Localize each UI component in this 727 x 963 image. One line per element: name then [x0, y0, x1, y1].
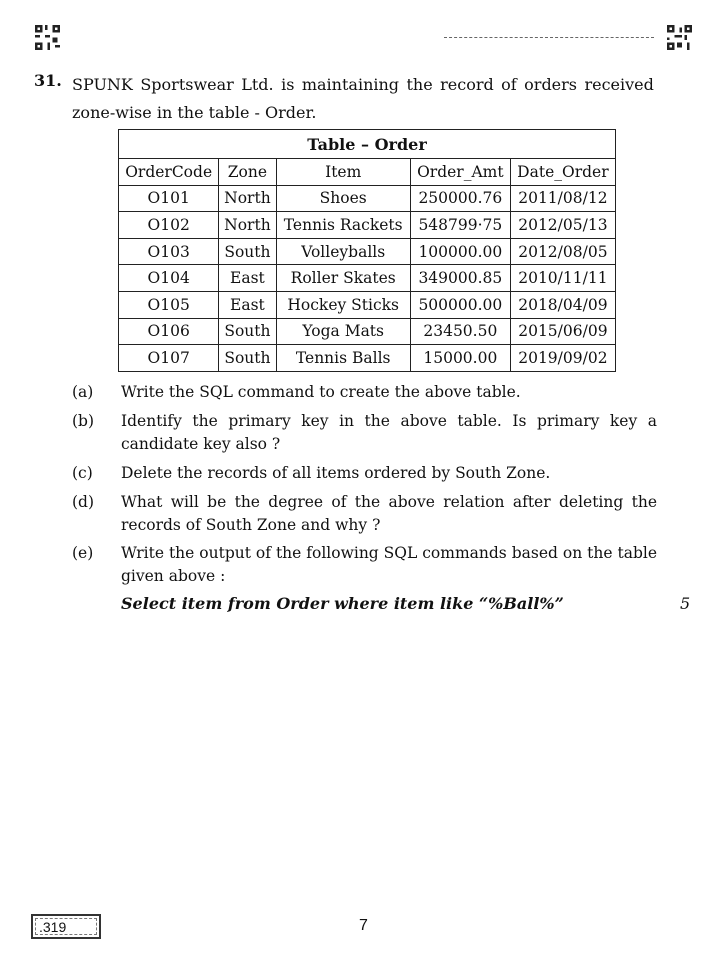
table-cell: 2011/08/12 [510, 185, 615, 212]
table-cell: South [219, 345, 276, 372]
intro-word: of [501, 75, 517, 94]
intro-word: Ltd. [241, 75, 274, 94]
subpart-label: (b) [72, 412, 95, 430]
table-row [119, 265, 616, 292]
table-cell: O105 [119, 291, 219, 318]
table-cell: 23450.50 [410, 318, 510, 345]
paper-code: .319 [39, 918, 67, 935]
table-cell: O106 [119, 318, 219, 345]
table-cell: 250000.76 [410, 185, 510, 212]
subpart-text: Write the output of the following SQL commands based on the table given above : [121, 544, 657, 585]
column-header: Order_Amt [410, 159, 510, 186]
table-cell: North [219, 212, 276, 239]
subpart-label: (c) [72, 464, 93, 482]
table-cell: O102 [119, 212, 219, 239]
intro-word: record [440, 75, 494, 94]
column-header: Date_Order [510, 159, 615, 186]
question-number: 31. [34, 71, 62, 90]
question-intro-line1 [72, 71, 654, 99]
table-cell: Volleyballs [276, 238, 410, 265]
intro-word: maintaining [301, 75, 400, 94]
table-cell: Shoes [276, 185, 410, 212]
subpart-text: Identify the primary key in the above table. Is primary key a candidate key also ? [121, 412, 657, 453]
subpart-label: (a) [72, 383, 94, 401]
qr-code-icon [667, 25, 692, 50]
table-cell: 2015/06/09 [510, 318, 615, 345]
table-cell: 349000.85 [410, 265, 510, 292]
subpart-a [72, 381, 657, 404]
table-header-row [119, 159, 616, 186]
table-cell: 2012/05/13 [510, 212, 615, 239]
table-cell: 15000.00 [410, 345, 510, 372]
intro-word: the [406, 75, 433, 94]
table-cell: South [219, 238, 276, 265]
header-dashed-line [444, 37, 654, 38]
table-cell: East [219, 265, 276, 292]
subpart-label: (e) [72, 544, 94, 562]
page-number: 7 [359, 917, 368, 934]
table-cell: Yoga Mats [276, 318, 410, 345]
table-cell: O107 [119, 345, 219, 372]
subpart-text: What will be the degree of the above relation after deleting the records of South Zone and why ? [121, 493, 657, 534]
question-intro-line2: zone-wise in the table - Order. [72, 103, 317, 122]
table-row [119, 318, 616, 345]
table-caption: Table – Order [119, 130, 616, 159]
column-header: Zone [219, 159, 276, 186]
intro-word: received [584, 75, 654, 94]
table-cell: North [219, 185, 276, 212]
intro-word: Sportswear [140, 75, 234, 94]
table-cell: O101 [119, 185, 219, 212]
table-cell: Roller Skates [276, 265, 410, 292]
subpart-e [72, 542, 657, 588]
column-header: Item [276, 159, 410, 186]
table-cell: O104 [119, 265, 219, 292]
table-row [119, 212, 616, 239]
table-cell: South [219, 318, 276, 345]
subpart-d [72, 491, 657, 537]
table-row [119, 238, 616, 265]
table-cell: 500000.00 [410, 291, 510, 318]
table-cell: O103 [119, 238, 219, 265]
table-cell: 548799·75 [410, 212, 510, 239]
paper-code-box [31, 914, 101, 939]
intro-word: SPUNK [72, 75, 133, 94]
subpart-b [72, 410, 657, 456]
table-cell: 100000.00 [410, 238, 510, 265]
marks: 5 [680, 594, 691, 613]
table-cell: Tennis Rackets [276, 212, 410, 239]
qr-code-icon [35, 25, 60, 50]
table-row [119, 185, 616, 212]
table-row [119, 345, 616, 372]
subpart-label: (d) [72, 493, 95, 511]
intro-word: is [281, 75, 295, 94]
order-table [118, 129, 616, 372]
question-intro [72, 71, 654, 127]
table-cell: East [219, 291, 276, 318]
table-cell: 2018/04/09 [510, 291, 615, 318]
subpart-text: Delete the records of all items ordered by South Zone. [121, 464, 551, 482]
subpart-text: Write the SQL command to create the above table. [121, 383, 521, 401]
table-cell: 2012/08/05 [510, 238, 615, 265]
table-row [119, 291, 616, 318]
subpart-c [72, 462, 657, 485]
column-header: OrderCode [119, 159, 219, 186]
table-cell: Tennis Balls [276, 345, 410, 372]
table-cell: 2019/09/02 [510, 345, 615, 372]
table-cell: Hockey Sticks [276, 291, 410, 318]
intro-word: orders [524, 75, 578, 94]
table-cell: 2010/11/11 [510, 265, 615, 292]
sql-command: Select item from Order where item like “%Ball%” [121, 594, 564, 613]
